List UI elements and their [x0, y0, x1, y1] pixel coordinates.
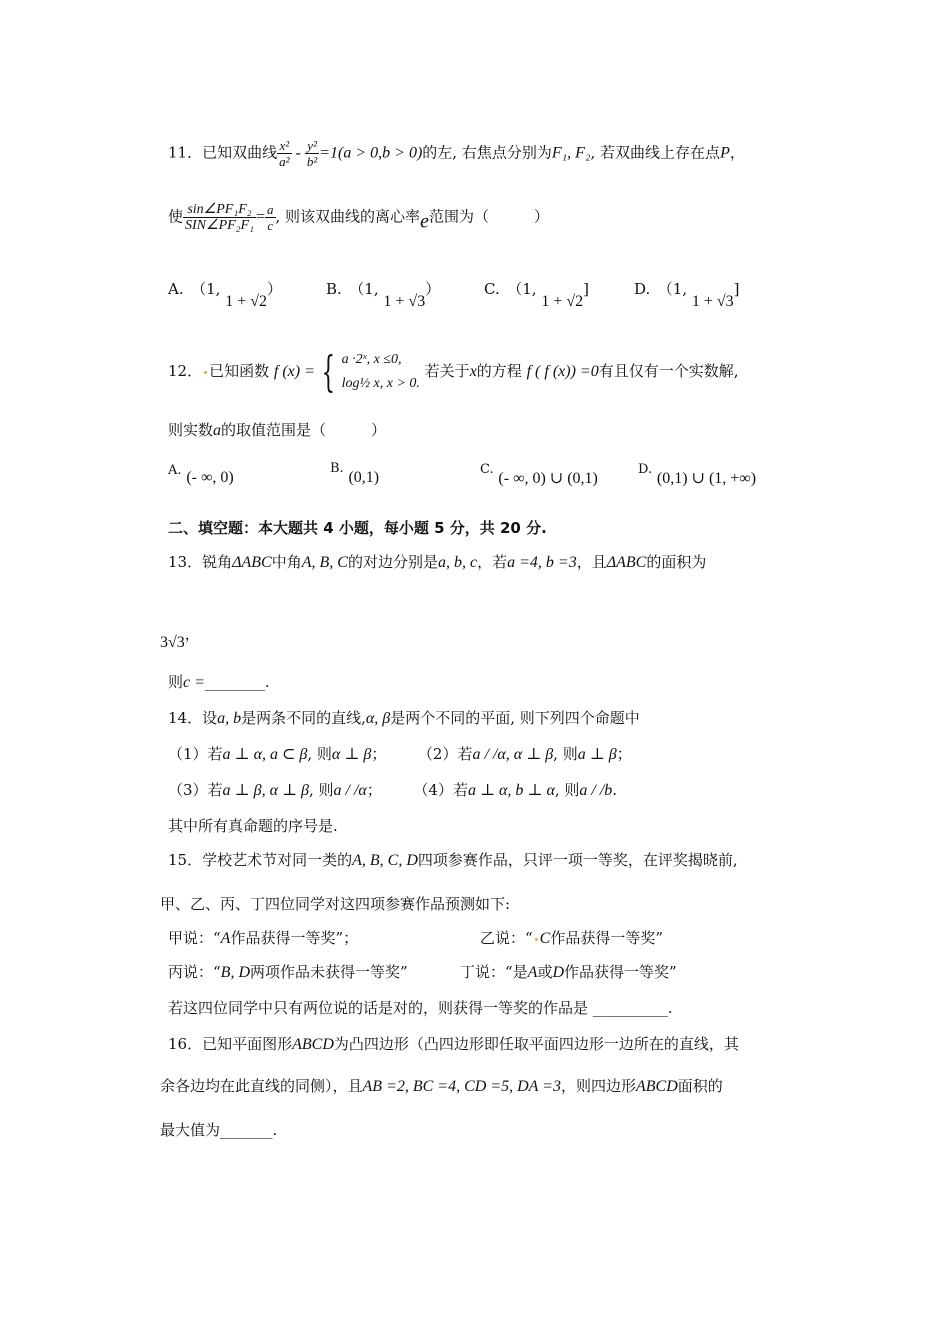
q16-line3: 最大值为_______. [160, 1121, 278, 1139]
q15-bing: 丙说：“B, D两项作品未获得一等奖” [168, 963, 408, 981]
q13-area: 3√3， [160, 625, 200, 651]
q16-line1: 16．已知平面图形ABCD为凸四边形（凸四边形即任取平面四边形一边所在的直线，其 [168, 1035, 739, 1053]
q11-option-c[interactable]: C. （1, 1 + √2] [484, 280, 589, 310]
left-brace: { [321, 347, 335, 396]
q12-line2: 则实数a的取值范围是（ ） [168, 421, 387, 439]
q11-line2: 使 $\frac{\text{sin∠PF₁F₂}}{\text{SIN∠PF₂F₁}}$ = $\frac{a}{c}$ , 则该双曲线的离心率e范围为（ ） [168, 202, 549, 233]
q12-option-b[interactable]: B. (0,1) [330, 461, 380, 486]
q11-frac-y2b2: $\frac{\text{y²}}{\text{b²}}$ [306, 138, 318, 169]
q12-option-c[interactable]: C. (- ∞, 0) ∪ (0,1) [480, 462, 598, 487]
q16-line2: 余各边均在此直线的同侧），且AB =2, BC =4, CD =5, DA =3，则四边形ABCD面积的 [160, 1077, 723, 1095]
q11-sin-ratio: $\frac{\text{sin∠PF₁F₂}}{\text{SIN∠PF₂F₁}}$ [185, 202, 254, 233]
stray-dot [204, 371, 207, 374]
q12-option-d[interactable]: D. (0,1) ∪ (1, +∞) [638, 462, 757, 487]
q16-blank[interactable]: _______. [220, 1121, 278, 1139]
q14-last: 其中所有真命题的序号是. [168, 817, 338, 835]
q15-line1: 15．学校艺术节对同一类的A, B, C, D四项参赛作品，只评一项一等奖，在评奖揭晓前, [168, 851, 738, 869]
q11-condition: =1(a > 0,b > 0) [319, 144, 423, 162]
q11-frac-x2a2: $\frac{\text{x²}}{\text{a²}}$ [279, 138, 290, 169]
q13-line3: 则c =________. [168, 673, 270, 691]
q11-option-d[interactable]: D. （1, 1 + √3] [634, 280, 740, 310]
q12-option-a[interactable]: A. (- ∞, 0) [168, 463, 234, 486]
q11-option-b[interactable]: B. （1, 1 + √3） [326, 280, 441, 310]
q12-line1: 12． 已知函数 f (x) = { a ·2ˣ, x ≤0, log½ x, x > 0. 若关于x的方程 f ( f (x)) =0有且仅有一个实数解, [168, 347, 739, 396]
q12-fx: f (x) = [273, 363, 315, 380]
q11-foci: F₁, F₂ [551, 144, 591, 162]
q11-number: 11． [168, 143, 203, 162]
q15-blank[interactable]: __________. [592, 999, 673, 1017]
q13-blank[interactable]: ________. [204, 673, 270, 691]
q15-line2: 甲、乙、丙、丁四位同学对这四项参赛作品预测如下: [160, 895, 511, 913]
q11-line1: 11．已知双曲线 $\frac{\text{x²}}{\text{a²}}$ - $\frac{\text{y²}}{\text{b²}}$ =1(a > 0,b > 0)的左, 右焦点分别为F₁, F₂, 若双曲线上存在点P， [168, 138, 745, 169]
q14-line1: 14．设a, b是两条不同的直线,α, β是两个不同的平面, 则下列四个命题中 [168, 709, 640, 727]
q15-jia: 甲说：“A作品获得一等奖”； [168, 929, 359, 947]
q12-piecewise: a ·2ˣ, x ≤0, log½ x, x > 0. [341, 352, 420, 391]
q15-yi: 乙说：“ C作品获得一等奖” [480, 929, 664, 947]
q11-frac-ac: $\frac{a}{c}$ [267, 202, 274, 233]
section-heading: 二、填空题：本大题共 4 小题，每小题 5 分，共 20 分. [168, 519, 547, 537]
q15-ding: 丁说：“是A或D作品获得一等奖” [460, 963, 677, 981]
q11-text1: 已知双曲线 [202, 143, 278, 162]
q14-props-34: （3）若a ⊥ β, α ⊥ β, 则a / /α； （4）若a ⊥ α, b ⊥ α, 则a / /b. [168, 781, 618, 799]
q12-equation: f ( f (x)) =0 [526, 363, 599, 380]
q15-last: 若这四位同学中只有两位说的话是对的，则获得一等奖的作品是 __________. [168, 999, 673, 1017]
q14-props-12: （1）若a ⊥ α, a ⊂ β, 则α ⊥ β； （2）若a / /α, α ⊥ β, 则a ⊥ β； [168, 745, 632, 763]
q11-option-a[interactable]: A. （1, 1 + √2） [168, 280, 283, 310]
q13-line1: 13．锐角ΔABC中角A, B, C的对边分别是a, b, c，若a =4, b =3，且ΔABC的面积为 [168, 553, 707, 571]
